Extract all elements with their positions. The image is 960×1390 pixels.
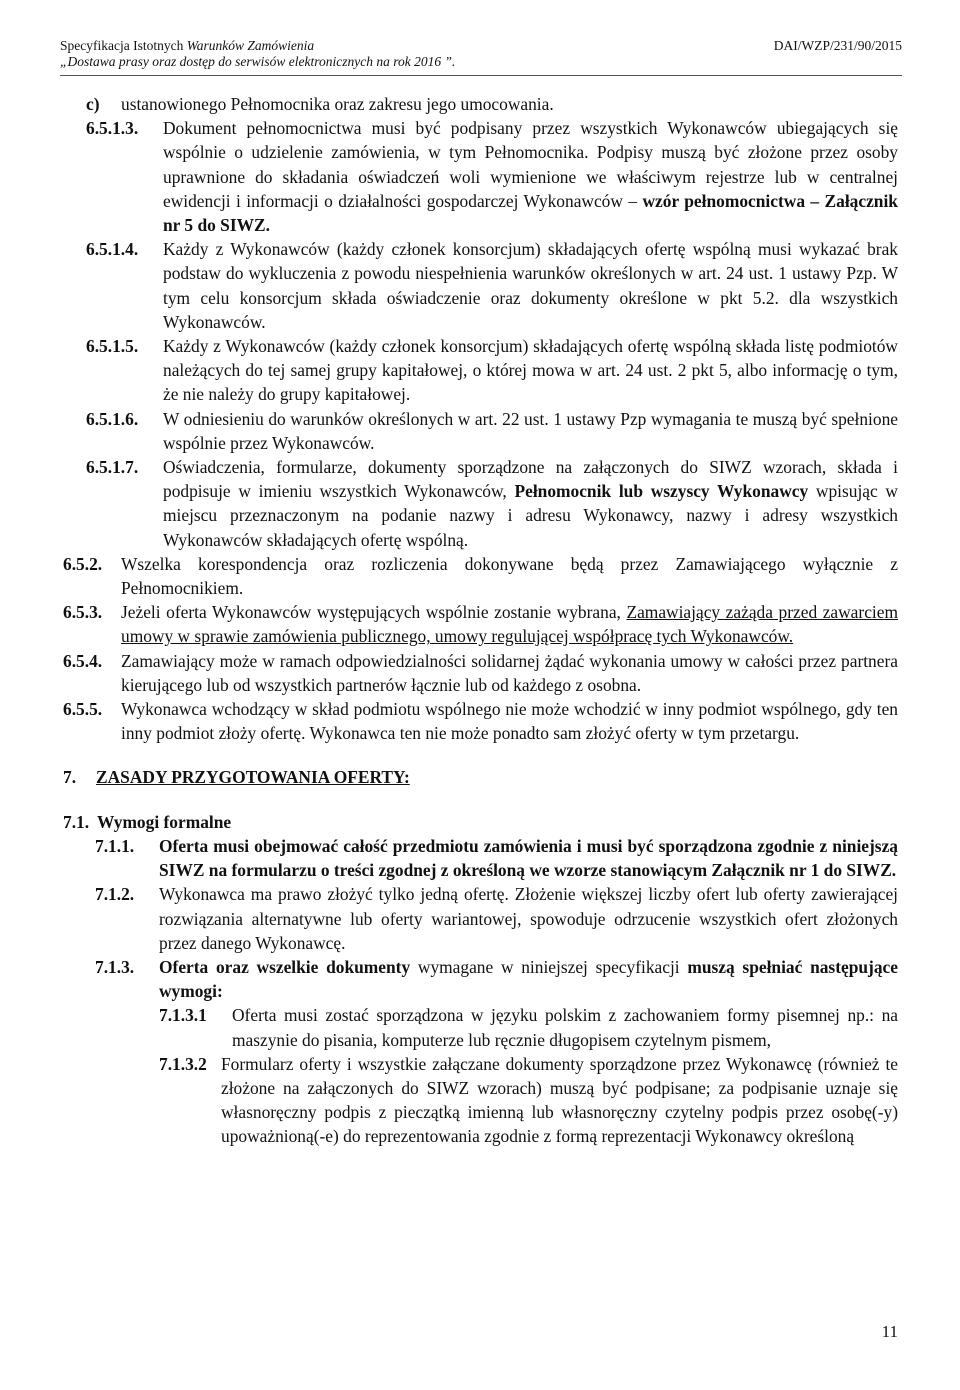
paragraph-6-5-2 bbox=[0, 552, 960, 600]
section-title: ZASADY PRZYGOTOWANIA OFERTY: bbox=[96, 767, 410, 788]
section-7-heading bbox=[0, 765, 960, 789]
paragraph-number: c) bbox=[86, 94, 100, 114]
section-number: 7. bbox=[63, 767, 77, 788]
paragraph-6-5-1-7 bbox=[0, 455, 960, 552]
item-text: Formularz oferty i wszystkie załączane dokumenty sporządzone przez Wykonawcę (również te złożone na załączonych do SIWZ wzorach) muszą być podpisane; za podpisanie uznaje się własnoręczny podpis z pieczątką imienną lub własnoręczny czytelny podpis przez osobę(-y) upoważnioną(-e) do reprezentowania zgodnie z formą reprezentacji Wykonawcy określoną bbox=[221, 1053, 898, 1147]
item-7-1-3 bbox=[0, 955, 960, 1003]
header-title-italic: Warunków Zamówienia bbox=[186, 38, 315, 53]
paragraph-text: Każdy z Wykonawców (każdy członek konsorcjum) składających ofertę wspólną musi wykazać brak podstaw do wykluczenia z powodu niespełnienia warunków określonych w art. 24 ust. 1 ustawy Pzp. W tym celu konsorcjum składa oświadczenie oraz dokumenty określone w pkt 5.2. dla wszystkich Wykonawców. bbox=[163, 239, 898, 332]
paragraph-number: 6.5.4. bbox=[63, 650, 103, 671]
item-number: 7.1.1. bbox=[95, 835, 135, 856]
item-text: Wykonawca ma prawo złożyć tylko jedną ofertę. Złożenie większej liczby ofert lub oferty zawierającej rozwiązania alternatywne lub oferty wariantowej, spowoduje odrzucenie wszystkich ofert złożonych przez danego Wykonawcę. bbox=[159, 884, 898, 953]
paragraph-6-5-1-3 bbox=[0, 116, 960, 237]
paragraph-text: Jeżeli oferta Wykonawców występujących wspólnie zostanie wybrana, bbox=[121, 602, 627, 623]
paragraph-number: 6.5.5. bbox=[63, 699, 103, 720]
paragraph-6-5-4 bbox=[0, 649, 960, 697]
item-number: 7.1.2. bbox=[95, 884, 135, 905]
paragraph-text: Dokument pełnomocnictwa musi być podpisany przez wszystkich Wykonawców ubiegających się wspólnie o udzielenie zamówienia, w tym Pełnomocnika. Podpisy muszą być złożone przez osoby uprawnione do składania oświadczeń woli wymienione we właściwym rejestrze lub w centralnej ewidencji i informacji o działalności gospodarczej Wykonawców – bbox=[163, 118, 898, 211]
paragraph-6-5-1-4 bbox=[0, 237, 960, 334]
paragraph-text-bold: wzór pełnomocnictwa – Załącznik nr 5 do SIWZ. bbox=[163, 190, 898, 236]
paragraph-text: Każdy z Wykonawców (każdy członek konsorcjum) składających ofertę wspólną składa listę podmiotów należących do tej samej grupy kapitałowej, o której mowa w art. 24 ust. 2 pkt 5, albo informację o tym, że nie należy do grupy kapitałowej. bbox=[163, 336, 898, 405]
item-number: 7.1.3.2 bbox=[159, 1053, 207, 1074]
paragraph-text: ustanowionego Pełnomocnika oraz zakresu jego umocowania. bbox=[121, 94, 554, 114]
paragraph-6-5-3 bbox=[0, 600, 960, 648]
section-number: 7.1. bbox=[63, 811, 90, 832]
item-number: 7.1.3. bbox=[95, 956, 135, 977]
paragraph-6-5-1-6 bbox=[0, 407, 960, 455]
paragraph-6-5-1-5 bbox=[0, 334, 960, 407]
item-text-bold: Oferta oraz wszelkie dokumenty bbox=[159, 956, 411, 977]
document-body bbox=[0, 92, 960, 1149]
header-divider bbox=[60, 75, 902, 76]
paragraph-number: 6.5.2. bbox=[63, 553, 103, 574]
paragraph-number: 6.5.1.6. bbox=[86, 408, 139, 429]
section-title: Wymogi formalne bbox=[97, 811, 232, 832]
paragraph-text: Zamawiający może w ramach odpowiedzialności solidarnej żądać wykonania umowy w całości przez partnera kierującego lub od wszystkich partnerów łącznie lub od każdego z osobna. bbox=[121, 650, 898, 695]
item-text: Oferta musi zostać sporządzona w języku polskim z zachowaniem formy pisemnej np.: na maszynie do pisania, komputerze lub ręcznie długopisem czytelnym pismem, bbox=[232, 1005, 898, 1050]
paragraph-number: 6.5.1.4. bbox=[86, 239, 139, 260]
paragraph-text: W odniesieniu do warunków określonych w art. 22 ust. 1 ustawy Pzp wymagania te muszą być spełnione wspólnie przez Wykonawców. bbox=[163, 408, 898, 453]
paragraph-number: 6.5.1.7. bbox=[86, 457, 139, 478]
item-text: Oferta musi obejmować całość przedmiotu zamówienia i musi być sporządzona zgodnie z niniejszą SIWZ na formularzu o treści zgodnej z określoną we wzorze stanowiącym Załącznik nr 1 do SIWZ. bbox=[159, 835, 898, 881]
paragraph-text-underlined: Zamawiający zażąda przed zawarciem umowy w sprawie zamówienia publicznego, umowy regulującej współpracę tych Wykonawców. bbox=[121, 602, 898, 647]
header-title: Specyfikacja Istotnych bbox=[60, 38, 187, 53]
page-header-left bbox=[60, 38, 455, 70]
item-number: 7.1.3.1 bbox=[159, 1005, 207, 1026]
paragraph-c bbox=[0, 92, 960, 116]
paragraph-number: 6.5.1.3. bbox=[86, 118, 139, 139]
paragraph-text: Oświadczenia, formularze, dokumenty sporządzone na załączonych do SIWZ wzorach, składa i podpisuje w imieniu wszystkich Wykonawców, bbox=[163, 457, 898, 502]
paragraph-6-5-5 bbox=[0, 697, 960, 745]
section-7-1-heading bbox=[0, 810, 960, 834]
header-reference: DAI/WZP/231/90/2015 bbox=[773, 38, 902, 53]
item-7-1-3-1 bbox=[0, 1003, 960, 1051]
paragraph-text: Wszelka korespondencja oraz rozliczenia dokonywane będą przez Zamawiającego wyłącznie z Pełnomocnikiem. bbox=[121, 553, 898, 599]
paragraph-number: 6.5.3. bbox=[63, 602, 103, 623]
item-7-1-2 bbox=[0, 882, 960, 955]
paragraph-text-bold: Pełnomocnik lub wszyscy Wykonawcy bbox=[514, 481, 809, 502]
item-text: wymagane w niniejszej specyfikacji bbox=[410, 956, 688, 977]
paragraph-text: wpisując w miejscu przeznaczonym na podanie nazwy i adresu Wykonawcy, nazwy i adresy wszystkich Wykonawców składających ofertę wspólną. bbox=[163, 481, 898, 550]
item-7-1-1 bbox=[0, 834, 960, 882]
paragraph-number: 6.5.1.5. bbox=[86, 336, 139, 357]
item-7-1-3-2 bbox=[0, 1052, 960, 1149]
header-subtitle: „Dostawa prasy oraz dostęp do serwisów elektronicznych na rok 2016 ”. bbox=[60, 54, 456, 69]
paragraph-text: Wykonawca wchodzący w skład podmiotu wspólnego nie może wchodzić w inny podmiot wspólnego, gdy ten inny podmiot złoży ofertę. Wykonawca ten nie może ponadto sam złożyć oferty w tym przetargu. bbox=[121, 699, 898, 744]
page-number: 11 bbox=[881, 1322, 898, 1341]
item-text-bold: muszą spełniać następujące wymogi: bbox=[159, 956, 898, 1002]
